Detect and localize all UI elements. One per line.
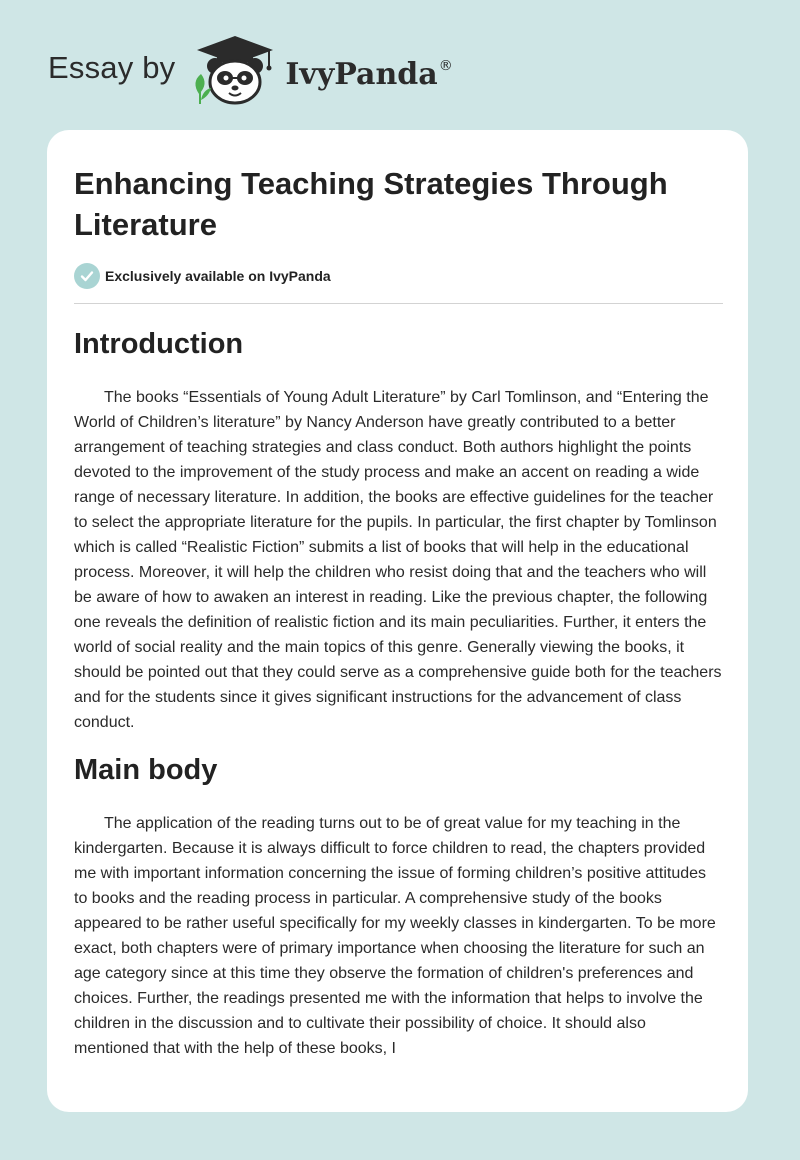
brand-prefix: Essay by (48, 50, 176, 85)
section-heading-introduction: Introduction (74, 328, 244, 360)
brand-name (285, 57, 452, 92)
panda-logo-icon (189, 34, 281, 106)
section-paragraph-introduction: The books “Essentials of Young Adult Literature” by Carl Tomlinson, and “Entering the World of Children’s literature” by Nancy Anderson have greatly contributed to a better arrangement of teaching strategies and class conduct. Both authors highlight the points devoted to the improvement of the study process and make an accent on reading a wide range of necessary literature. In addition, the books are effective guidelines for the teacher to select the appropriate literature for the pupils. In particular, the first chapter by Tomlinson which is called “Realistic Fiction” submits a list of books that will help in the educational process. Moreover, it will help the children who resist doing that and the teachers who will be aware of how to awaken an interest in reading. Like the previous chapter, the following one reveals the definition of realistic fiction and its main peculiarities. Further, it enters the world of social reality and the main topics of this genre. Generally viewing the books, it should be pointed out that they could serve as a comprehensive guide both for the teachers and for the students since it gives significant instructions for the advancement of class conduct. (74, 389, 722, 731)
registered-mark: ® (438, 57, 453, 74)
exclusive-badge (74, 263, 331, 289)
exclusive-badge-label: Exclusively available on IvyPanda (105, 268, 331, 284)
section-heading-main-body: Main body (74, 754, 218, 786)
section-paragraph-main-body: The application of the reading turns out to be of great value for my teaching in the kindergarten. Because it is always difficult to force children to read, the chapters provided me with important information concerning the issue of forming children’s positive attitudes to books and the reading process in particular. A comprehensive study of the books appeared to be rather useful specifically for my weekly classes in kindergarten. To be more exact, both chapters were of primary importance when choosing the literature for such an age category since at this time they observe the formation of children's preferences and choices. Further, the readings presented me with the information that helps to involve the children in the discussion and to cultivate their possibility of choice. It should also mentioned that with the help of these books, I (74, 815, 716, 1057)
check-circle-icon (74, 263, 100, 289)
article-card (47, 130, 748, 1112)
brand-header (48, 34, 453, 106)
title-divider (74, 303, 723, 304)
brand-name-text: IvyPanda (285, 56, 438, 92)
article-title: Enhancing Teaching Strategies Through Literature (74, 166, 668, 242)
